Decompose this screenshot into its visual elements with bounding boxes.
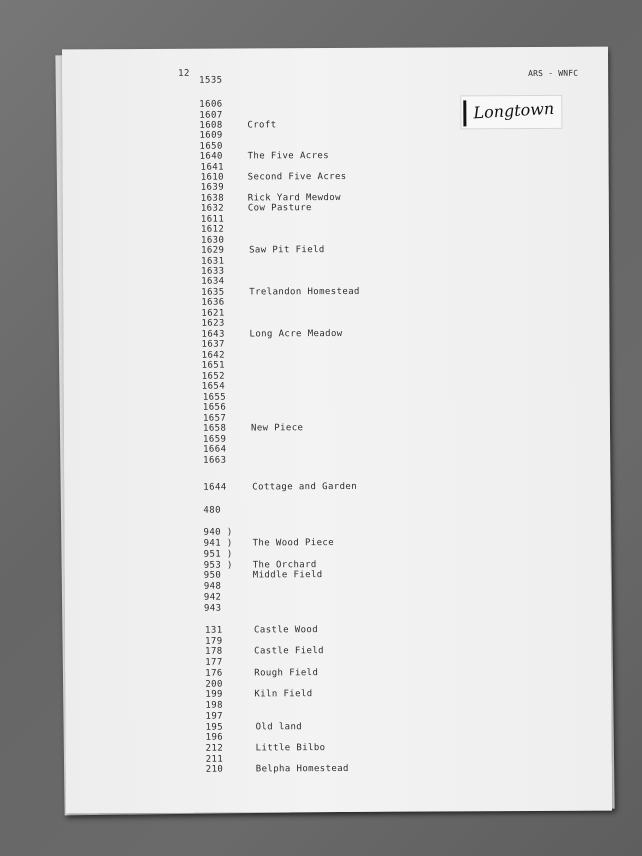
entry-name: Kiln Field	[254, 689, 313, 700]
entry-name: Saw Pit Field	[249, 245, 325, 256]
entry-number: 1621	[201, 308, 225, 319]
entry-number: 1608	[199, 120, 223, 131]
entry-number: 1641	[200, 162, 224, 173]
entry-number: 1654	[201, 381, 226, 392]
entry-number: 196	[205, 732, 224, 743]
entry-number: 1609	[199, 130, 223, 141]
entry-name: Castle Wood	[254, 625, 319, 636]
entry-number: 211	[205, 754, 224, 765]
document-page	[62, 47, 612, 814]
entry-number: 1656	[202, 402, 227, 413]
entry-number: 1655	[202, 392, 227, 403]
entry-number: 1634	[201, 276, 225, 287]
entry-name: Rick Yard Mewdow	[247, 192, 341, 204]
entry-number: 1639	[200, 182, 225, 193]
label-marker-bar	[463, 100, 466, 126]
page-number: 12	[178, 68, 190, 79]
entry-number: 1629	[201, 245, 225, 256]
entry-name: The Orchard	[252, 560, 317, 571]
entry-number: 1636	[201, 297, 225, 308]
entry-number: 951 )	[203, 549, 233, 560]
entry-number: 1657	[202, 413, 227, 424]
entry-name: Long Acre Meadow	[249, 328, 343, 340]
entry-number: 1651	[201, 360, 225, 371]
entry-number: 179	[205, 636, 223, 647]
entry-name: The Five Acres	[247, 151, 330, 162]
entry-number: 480	[203, 505, 221, 516]
entry-number: 1535	[199, 75, 223, 86]
entry-name: Belpha Homestead	[255, 763, 349, 775]
entry-name: New Piece	[250, 423, 304, 434]
entry-number: 1637	[201, 339, 225, 350]
entry-number: 942	[203, 592, 222, 603]
entry-number: 177	[205, 657, 223, 668]
entry-number: 1612	[200, 224, 225, 235]
entry-number: 1631	[201, 256, 225, 267]
entry-name: Trelandon Homestead	[249, 286, 360, 298]
entry-number: 1623	[201, 318, 225, 329]
entry-number: 199	[205, 689, 223, 700]
entry-name: Rough Field	[254, 668, 319, 679]
entry-number: 131	[205, 625, 223, 636]
entry-number: 1633	[201, 266, 225, 277]
entry-name: Old land	[255, 722, 303, 733]
entry-number: 1644	[203, 482, 227, 493]
entry-number: 1635	[201, 287, 225, 298]
entry-number: 197	[205, 711, 223, 722]
label-text: Longtown	[472, 98, 555, 123]
entry-number: 1607	[199, 110, 223, 121]
entry-number: 940 )	[203, 527, 233, 538]
document-reference: ARS - WNFC	[528, 68, 579, 78]
entry-number: 1606	[199, 99, 223, 110]
entry-number: 953 )	[203, 560, 233, 571]
entry-number: 176	[205, 668, 223, 679]
entry-number: 178	[205, 646, 223, 657]
entry-name: Middle Field	[252, 570, 323, 581]
entry-number: 1658	[202, 423, 227, 434]
entry-name: The Wood Piece	[252, 538, 335, 549]
entry-number: 1650	[199, 141, 223, 152]
entry-number: 210	[205, 764, 224, 775]
entry-number: 195	[205, 722, 224, 733]
entry-number: 1664	[203, 444, 227, 455]
entry-number: 941 )	[203, 538, 233, 549]
handwritten-label	[460, 95, 562, 130]
entry-number: 1611	[200, 214, 225, 225]
entry-number: 1652	[201, 371, 226, 382]
entry-number: 1632	[200, 203, 225, 214]
entry-number: 1642	[201, 350, 225, 361]
entry-number: 1659	[203, 434, 227, 445]
entry-number: 1630	[200, 235, 225, 246]
entry-name: Castle Field	[254, 646, 325, 657]
entry-name: Second Five Acres	[247, 171, 347, 183]
entry-number: 200	[205, 679, 223, 690]
entry-name: Cow Pasture	[247, 203, 312, 214]
entry-name: Little Bilbo	[255, 743, 326, 754]
entry-number: 1643	[201, 329, 225, 340]
entry-number: 950	[203, 570, 222, 581]
entry-number: 212	[205, 743, 224, 754]
entry-name: Croft	[247, 120, 277, 131]
entry-number: 1610	[200, 172, 224, 183]
entry-number: 943	[203, 603, 222, 614]
entry-number: 1638	[200, 193, 225, 204]
entry-number: 1663	[203, 455, 227, 466]
entry-number: 948	[203, 581, 222, 592]
entry-number: 1640	[199, 151, 223, 162]
entry-name: Cottage and Garden	[252, 481, 358, 493]
entry-number: 198	[205, 700, 223, 711]
